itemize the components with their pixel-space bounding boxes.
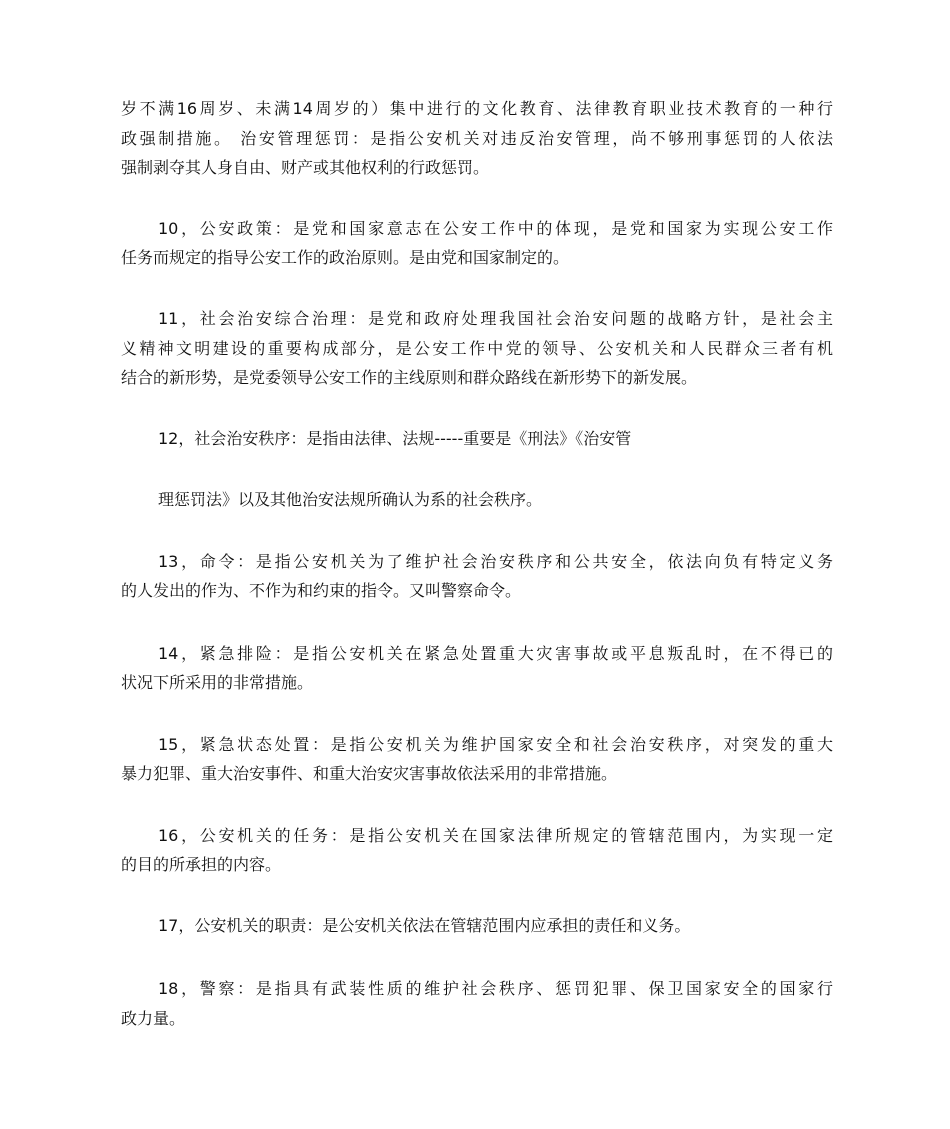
paragraph-line: 的目的所承担的内容。 (121, 855, 282, 874)
paragraph-line: 暴力犯罪、重大治安事件、和重大治安灾害事故依法采用的非常措施。 (121, 764, 618, 783)
paragraph-line: 政力量。 (121, 1009, 186, 1028)
paragraph-line: 强制剥夺其人身自由、财产或其他权利的行政惩罚。 (121, 158, 490, 177)
paragraph-line: 11，社会治安综合治理：是党和政府处理我国社会治安问题的战略方针，是社会主 (158, 309, 833, 328)
paragraph-line: 岁不满16周岁、未满14周岁的）集中进行的文化教育、法律教育职业技术教育的一种行 (121, 99, 833, 118)
paragraph-line: 的人发出的作为、不作为和约束的指令。又叫警察命令。 (121, 581, 522, 600)
paragraph-line: 18，警察：是指具有武装性质的维护社会秩序、惩罚犯罪、保卫国家安全的国家行 (158, 979, 833, 998)
paragraph-line: 结合的新形势，是党委领导公安工作的主线原则和群众路线在新形势下的新发展。 (121, 368, 698, 387)
paragraph-line: 政强制措施。 治安管理惩罚：是指公安机关对违反治安管理，尚不够刑事惩罚的人依法 (121, 129, 833, 148)
paragraph-line: 14，紧急排险：是指公安机关在紧急处置重大灾害事故或平息叛乱时，在不得已的 (158, 644, 833, 663)
paragraph-line: 理惩罚法》以及其他治安法规所确认为系的社会秩序。 (158, 490, 543, 509)
paragraph-line: 任务而规定的指导公安工作的政治原则。是由党和国家制定的。 (121, 248, 570, 267)
paragraph-line: 13，命令：是指公安机关为了维护社会治安秩序和公共安全，依法向负有特定义务 (158, 552, 833, 571)
paragraph-line: 义精神文明建设的重要构成部分，是公安工作中党的领导、公安机关和人民群众三者有机 (121, 339, 833, 358)
paragraph-line: 状况下所采用的非常措施。 (121, 673, 314, 692)
paragraph-line: 16，公安机关的任务：是指公安机关在国家法律所规定的管辖范围内，为实现一定 (158, 826, 833, 845)
paragraph-line: 17，公安机关的职责：是公安机关依法在管辖范围内应承担的责任和义务。 (158, 916, 691, 935)
paragraph-line: 12，社会治安秩序：是指由法律、法规-----重要是《刑法》《治安管 (158, 429, 632, 448)
paragraph-line: 10，公安政策：是党和国家意志在公安工作中的体现，是党和国家为实现公安工作 (158, 219, 833, 238)
paragraph-line: 15，紧急状态处置：是指公安机关为维护国家安全和社会治安秩序，对突发的重大 (158, 735, 833, 754)
